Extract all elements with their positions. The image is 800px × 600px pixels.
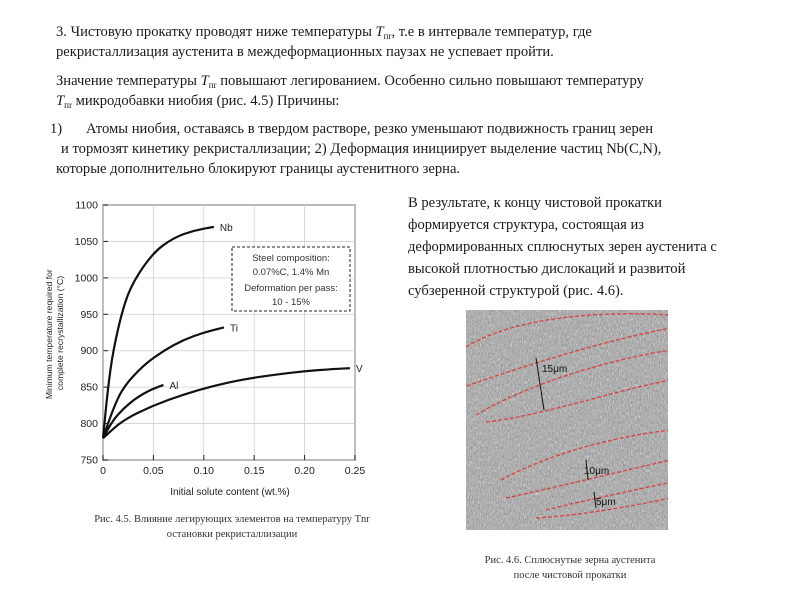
caption-line: Рис. 4.6. Сплюснутые зерна аустенита — [484, 555, 656, 566]
paragraph-3-line-3: которые дополнительно блокируют границы аустенитного зерна. — [56, 161, 461, 177]
symbol-t: T — [200, 73, 209, 89]
caption-line: Рис. 4.5. Влияние легирующих элементов на температуру Tnr — [94, 514, 370, 525]
y-tick-label: 1000 — [74, 272, 98, 285]
series-line-v — [103, 368, 350, 438]
series-label-nb: Nb — [219, 222, 233, 234]
x-tick-label: 0.20 — [294, 465, 315, 477]
text-span: 3. Чистовую прокатку проводят ниже температуры — [56, 24, 376, 40]
series-label-v: V — [355, 364, 363, 376]
micrograph-texture — [466, 310, 668, 530]
caption-line: после чистовой прокатки — [513, 570, 627, 581]
x-tick-label: 0.25 — [344, 465, 366, 477]
y-tick-label: 750 — [80, 454, 98, 467]
y-axis-label-line-2: complete recrystallization (°C) — [55, 275, 65, 391]
text-span: , т.е в интервале температур, где — [391, 24, 592, 40]
box-line-2: 0.07%C, 1.4% Mn — [252, 267, 330, 278]
scale-label-5um: 5μm — [596, 497, 616, 508]
text-span: Значение температуры — [56, 73, 201, 89]
result-line-2: формируется структура, состоящая из — [408, 217, 645, 233]
paragraph-3-number: 1) — [50, 121, 63, 137]
paragraph-3-line-1: Атомы ниобия, оставаясь в твердом растворе, резко уменьшают подвижность границ зерен — [86, 121, 654, 137]
x-tick-label: 0.15 — [243, 465, 265, 477]
result-line-5: субзеренной структурой (рис. 4.6). — [408, 283, 624, 299]
y-tick-label: 1050 — [74, 235, 98, 248]
subscript-nr: пr — [64, 100, 72, 110]
y-axis-label — [44, 267, 65, 399]
recrystallization-chart — [40, 195, 370, 505]
caption-line: остановки рекристаллизации — [166, 529, 298, 540]
subscript-nr: пr — [383, 31, 392, 41]
x-tick-label: 0.10 — [193, 465, 215, 477]
x-tick-label: 0.05 — [143, 465, 164, 477]
scale-label-15um: 15μm — [542, 364, 568, 375]
result-line-3: деформированных сплюснутых зерен аустенита с — [408, 239, 717, 255]
paragraph-2-line-2 — [56, 91, 339, 115]
y-tick-label: 1100 — [75, 199, 98, 212]
micrograph-image — [466, 310, 668, 530]
series-label-ti: Ti — [229, 323, 238, 335]
y-tick-label: 900 — [80, 345, 98, 358]
box-line-4: 10 - 15% — [271, 297, 311, 308]
symbol-t: T — [56, 93, 65, 109]
text-span: микродобавки ниобия (рис. 4.5) Причины: — [71, 93, 340, 109]
x-axis-label: Initial solute content (wt.%) — [170, 487, 290, 498]
box-line-1: Steel composition: — [252, 253, 330, 264]
result-line-4: высокой плотностью дислокаций и развитой — [408, 261, 686, 277]
text-span: повышают легированием. Особенно сильно повышают температуру — [216, 73, 644, 89]
figure-4-5-caption — [52, 512, 412, 542]
y-tick-label: 800 — [80, 418, 98, 431]
symbol-t: T — [375, 24, 384, 40]
composition-box — [232, 247, 350, 311]
y-tick-label: 950 — [80, 308, 98, 321]
x-tick-label: 0 — [100, 465, 106, 477]
subscript-nr: пr — [208, 80, 217, 90]
result-line-1: В результате, к концу чистовой прокатки — [408, 195, 662, 211]
scale-label-10um: 10μm — [584, 466, 610, 477]
series-line-nb — [103, 227, 214, 438]
y-axis-label-line-1: Minimum temperature required for — [44, 269, 54, 400]
paragraph-3-line-2: и тормозят кинетику рекристаллизации; 2) Деформация инициирует выделение частиц Nb(C,N), — [61, 141, 662, 157]
x-ticks — [100, 465, 365, 477]
figure-4-6-caption — [455, 553, 685, 583]
y-ticks — [75, 200, 99, 467]
series-label-al: Al — [169, 380, 179, 392]
box-line-3: Deformation per pass: — [244, 283, 338, 294]
y-tick-label: 850 — [80, 381, 98, 394]
paragraph-1-line-2: рекристаллизация аустенита в междеформационных паузах не успевает пройти. — [56, 44, 554, 60]
